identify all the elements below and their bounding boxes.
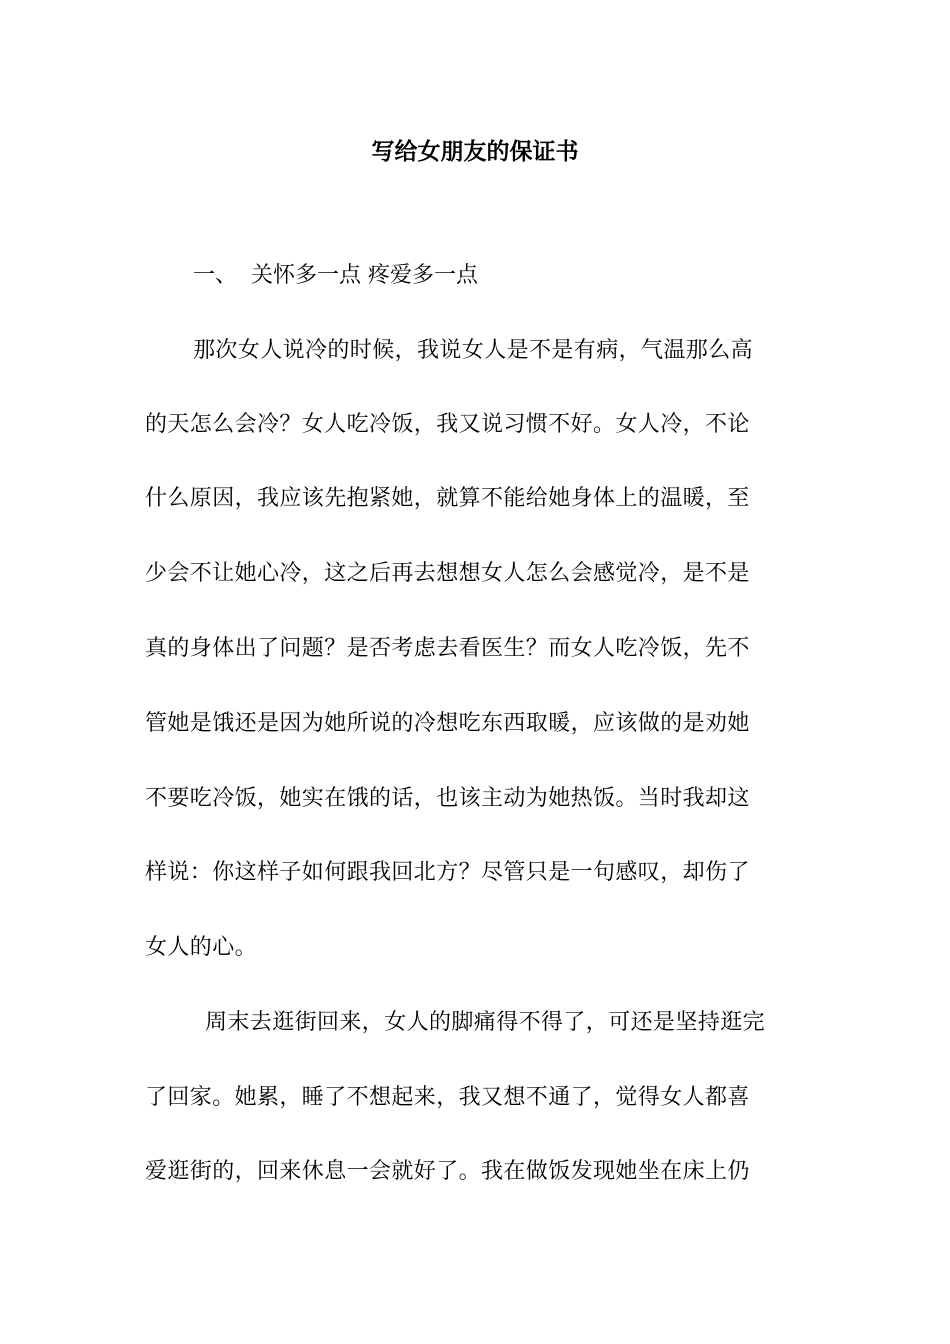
section-number: 一、 [193, 263, 238, 288]
paragraph-line: 样说：你这样子如何跟我回北方？尽管只是一句感叹，却伤了 [145, 860, 750, 885]
paragraph-line: 周末去逛街回来，女人的脚痛得不得了，可还是坚持逛完 [205, 1010, 766, 1035]
paragraph-line: 真的身体出了问题？是否考虑去看医生？而女人吃冷饭，先不 [145, 636, 750, 661]
paragraph-line: 什么原因，我应该先抱紧她，就算不能给她身体上的温暖，至 [145, 486, 750, 511]
paragraph-line: 管她是饿还是因为她所说的冷想吃东西取暖，应该做的是劝她 [145, 711, 750, 736]
section-heading-text: 关怀多一点 疼爱多一点 [251, 263, 478, 288]
paragraph-line: 的天怎么会冷？女人吃冷饭，我又说习惯不好。女人冷，不论 [145, 412, 750, 437]
section-heading [193, 261, 478, 291]
paragraph-line: 了回家。她累，睡了不想起来，我又想不通了，觉得女人都喜 [145, 1085, 750, 1110]
paragraph-line: 少会不让她心冷，这之后再去想想女人怎么会感觉冷，是不是 [145, 561, 750, 586]
paragraph-line: 女人的心。 [145, 935, 258, 960]
paragraph-line: 不要吃冷饭，她实在饿的话，也该主动为她热饭。当时我却这 [145, 786, 750, 811]
paragraph-line: 那次女人说冷的时候，我说女人是不是有病，气温那么高 [193, 338, 754, 363]
document-title: 写给女朋友的保证书 [371, 138, 579, 165]
paragraph-line: 爱逛街的，回来休息一会就好了。我在做饭发现她坐在床上仍 [145, 1159, 750, 1184]
